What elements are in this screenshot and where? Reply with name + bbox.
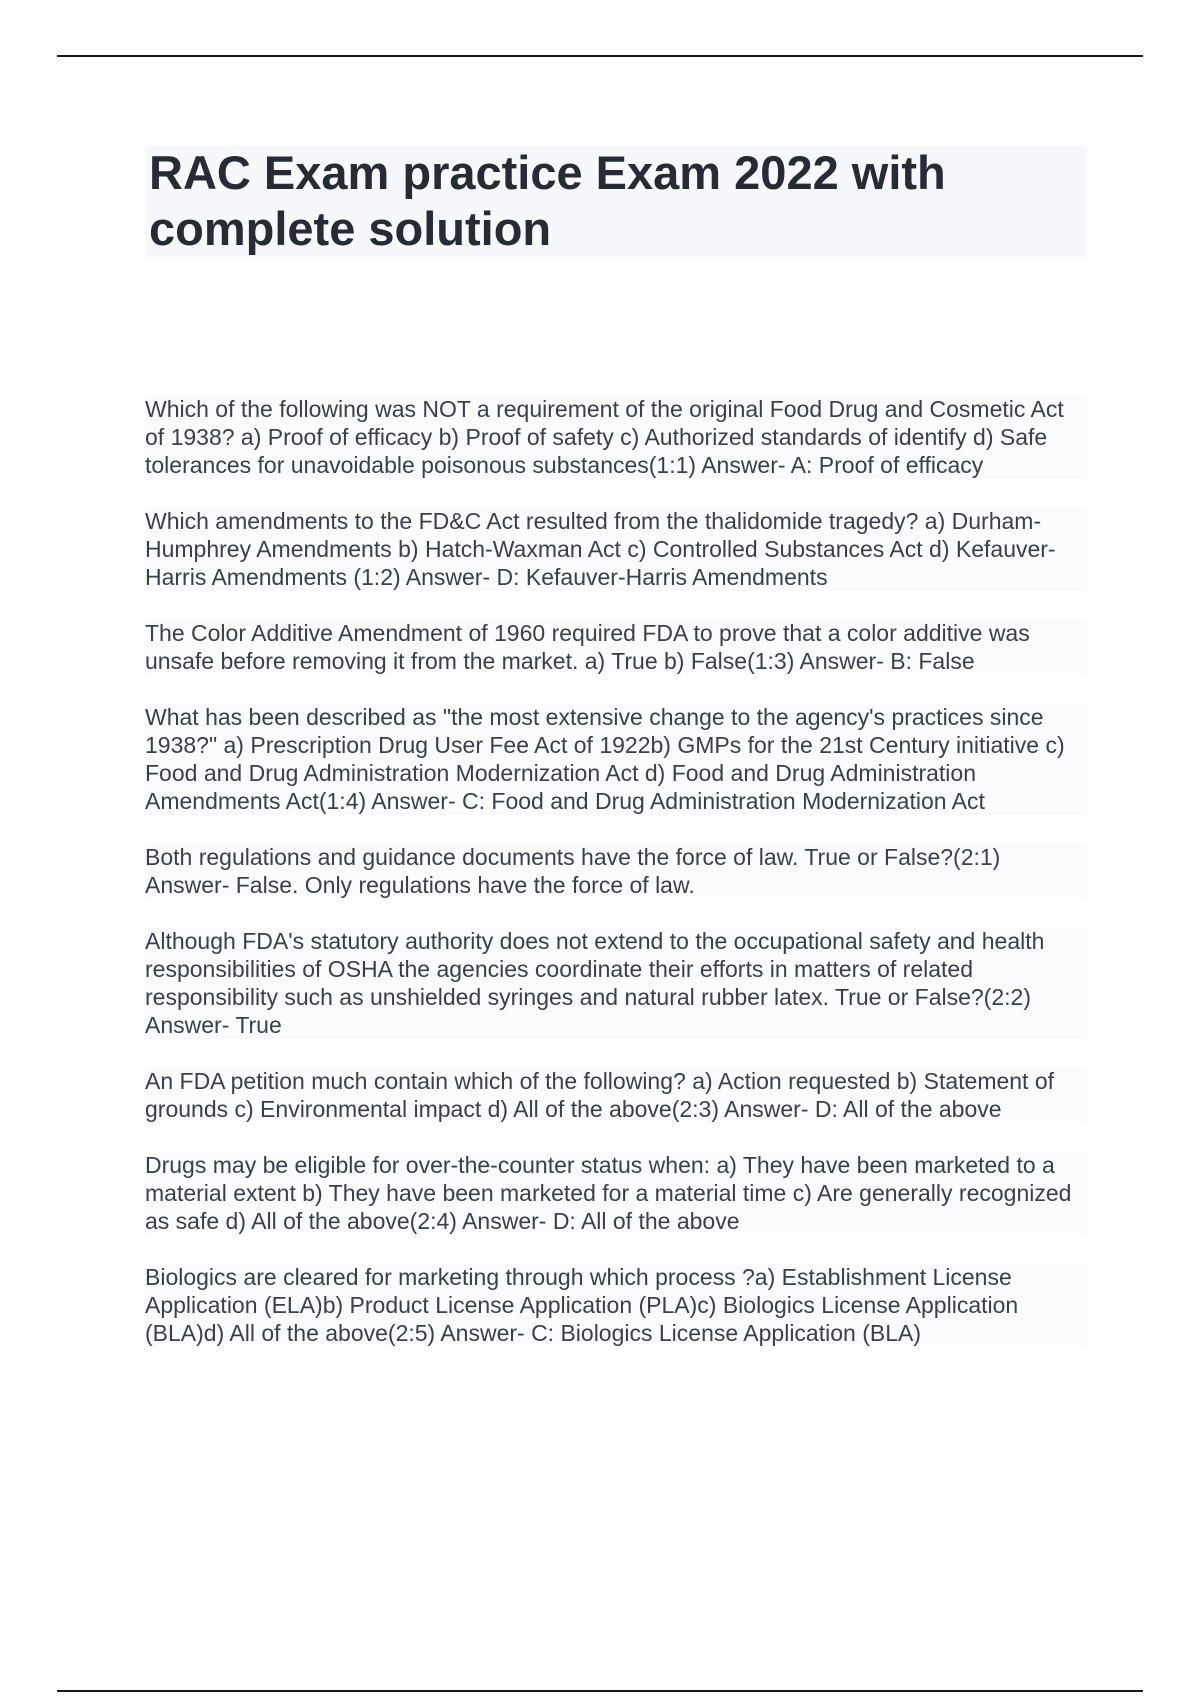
question-item-2-1: Both regulations and guidance documents have the force of law. True or False?(2:1) Answer- False. Only regulations have the force of law.	[145, 843, 1087, 899]
bottom-divider	[57, 1690, 1143, 1692]
question-item-2-5: Biologics are cleared for marketing through which process ?a) Establishment License Application (ELA)b) Product License Application (PLA)c) Biologics License Application (BLA)d) All of the above(2:5) Answer- C: Biologics License Application (BLA)	[145, 1263, 1087, 1347]
title-block	[145, 145, 1087, 257]
question-item-1-4: What has been described as "the most extensive change to the agency's practices since 1938?" a) Prescription Drug User Fee Act of 1922b) GMPs for the 21st Century initiative c) Food and Drug Administration Modernization Act d) Food and Drug Administration Amendments Act(1:4) Answer- C: Food and Drug Administration Modernization Act	[145, 703, 1087, 815]
question-item-1-2: Which amendments to the FD&C Act resulted from the thalidomide tragedy? a) Durham-Humphrey Amendments b) Hatch-Waxman Act c) Controlled Substances Act d) Kefauver-Harris Amendments (1:2) Answer- D: Kefauver-Harris Amendments	[145, 507, 1087, 591]
question-list	[145, 395, 1087, 1375]
document-title: RAC Exam practice Exam 2022 with complete solution	[149, 146, 946, 255]
question-item-2-3: An FDA petition much contain which of the following? a) Action requested b) Statement of grounds c) Environmental impact d) All of the above(2:3) Answer- D: All of the above	[145, 1067, 1087, 1123]
top-divider	[57, 55, 1143, 57]
question-item-1-1: Which of the following was NOT a requirement of the original Food Drug and Cosmetic Act of 1938? a) Proof of efficacy b) Proof of safety c) Authorized standards of identify d) Safe tolerances for unavoidable poisonous substances(1:1) Answer- A: Proof of efficacy	[145, 395, 1087, 479]
question-item-1-3: The Color Additive Amendment of 1960 required FDA to prove that a color additive was unsafe before removing it from the market. a) True b) False(1:3) Answer- B: False	[145, 619, 1087, 675]
question-item-2-2: Although FDA's statutory authority does not extend to the occupational safety and health responsibilities of OSHA the agencies coordinate their efforts in matters of related responsibility such as unshielded syringes and natural rubber latex. True or False?(2:2) Answer- True	[145, 927, 1087, 1039]
question-item-2-4: Drugs may be eligible for over-the-counter status when: a) They have been marketed to a material extent b) They have been marketed for a material time c) Are generally recognized as safe d) All of the above(2:4) Answer- D: All of the above	[145, 1151, 1087, 1235]
